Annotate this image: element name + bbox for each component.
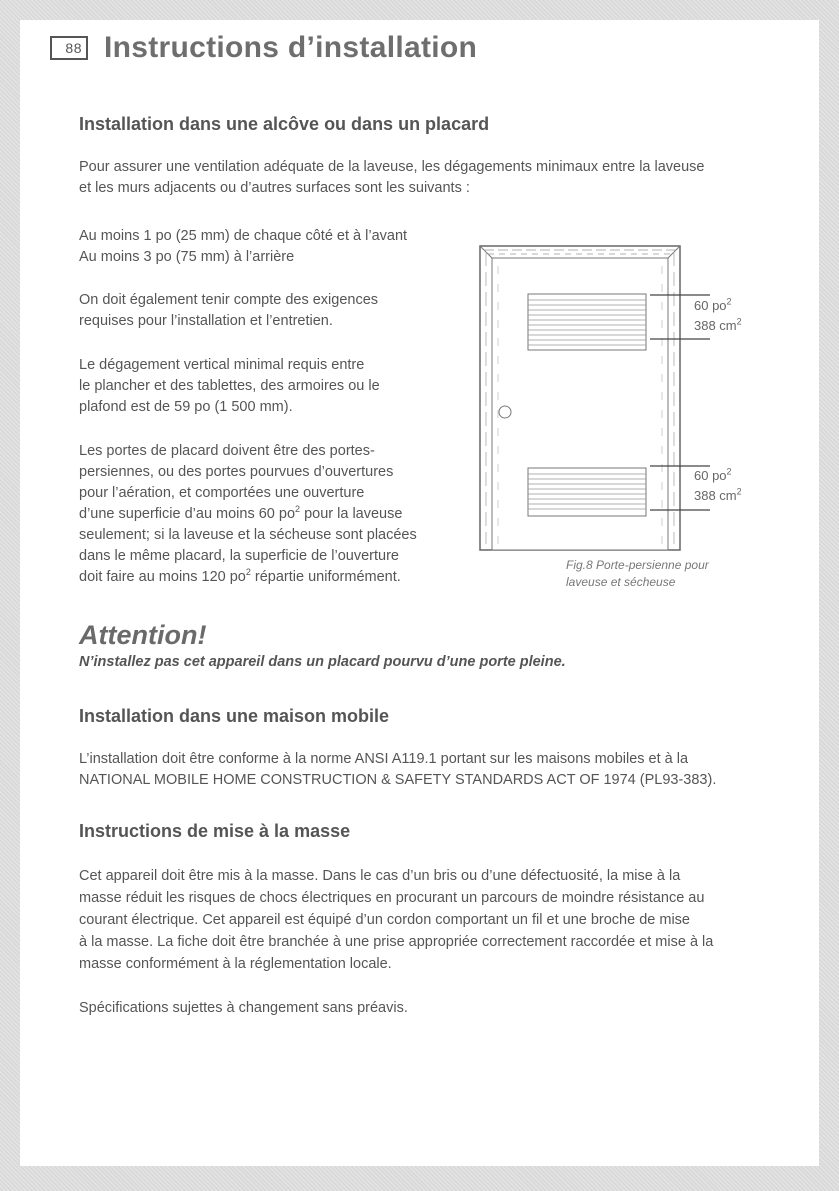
vent-bottom-area-cm: 388 $cm^2$ [694, 486, 742, 503]
ground-line-3: courant électrique. Cet appareil est équipé d’un cordon comportant un fil et une broche de mise [79, 912, 690, 928]
doors-line-4-a: d’une superficie d’au moins 60 po [79, 506, 296, 522]
attention-text: N’installez pas cet appareil dans un placard pourvu d’une porte pleine. [79, 654, 566, 670]
ground-line-4: à la masse. La fiche doit être branchée à une prise appropriée correctement raccordée et mise à la [79, 934, 714, 950]
doors-line-7 [79, 567, 401, 588]
mobile-line-1: L’installation doit être conforme à la norme ANSI A119.1 portant sur les maisons mobiles et à la [79, 751, 689, 767]
heading-mobile-home: Installation dans une maison mobile [79, 706, 390, 726]
louvered-door-illustration [470, 244, 710, 556]
doors-line-4-b: pour la laveuse [300, 506, 403, 522]
page-number: 88 [50, 36, 88, 60]
vent-top-area-cm: 388 $cm^2$ [694, 316, 742, 333]
doors-line-7-a: doit faire au moins 120 po [79, 569, 246, 585]
doors-line-6: dans le même placard, la superficie de l’ouverture [79, 548, 399, 564]
doors-line-1: Les portes de placard doivent être des portes- [79, 443, 375, 459]
heading-grounding: Instructions de mise à la masse [79, 821, 351, 841]
doors-line-4-sup: 2 [295, 504, 301, 515]
attention-title: Attention! [79, 620, 207, 650]
figure-caption [566, 557, 716, 591]
page-header [50, 30, 477, 66]
clearance-line-1: Au moins 1 po (25 mm) de chaque côté et à l’avant [79, 228, 408, 244]
doors-line-7-b: répartie uniformément. [250, 569, 401, 585]
vertical-line-3: plafond est de 59 po (1 500 mm). [79, 399, 293, 415]
caption-line-1: Fig.8 Porte-persienne pour [566, 558, 709, 572]
doors-line-4 [79, 504, 402, 525]
caption-line-2: laveuse et sécheuse [566, 575, 676, 589]
intro-line-1: Pour assurer une ventilation adéquate de la laveuse, les dégagements minimaux entre la laveuse [79, 159, 705, 175]
doors-line-2: persiennes, ou des portes pourvues d’ouvertures [79, 464, 394, 480]
ground-line-5: masse conformément à la réglementation locale. [79, 956, 392, 972]
vent-bottom-area-in: 60 $po^2$ [694, 466, 732, 483]
mobile-line-2: NATIONAL MOBILE HOME CONSTRUCTION & SAFETY STANDARDS ACT OF 1974 (PL93-383). [79, 772, 717, 788]
ground-line-1: Cet appareil doit être mis à la masse. Dans le cas d’un bris ou d’une défectuosité, la mise à la [79, 868, 681, 884]
clearance-line-2: Au moins 3 po (75 mm) à l’arrière [79, 249, 295, 265]
vertical-line-1: Le dégagement vertical minimal requis entre [79, 357, 365, 373]
requirement-line-2: requises pour l’installation et l’entretien. [79, 313, 333, 329]
heading-alcove: Installation dans une alcôve ou dans un placard [79, 114, 490, 134]
doors-line-7-sup: 2 [245, 567, 251, 578]
requirement-line-1: On doit également tenir compte des exigences [79, 292, 379, 308]
doors-line-3: pour l’aération, et comportées une ouverture [79, 485, 365, 501]
page-title: Instructions d’installation [104, 31, 478, 64]
ground-line-2: masse réduit les risques de chocs électriques en procurant un parcours de moindre résistance au [79, 890, 705, 906]
doors-line-5: seulement; si la laveuse et la sécheuse sont placées [79, 527, 417, 543]
vent-bottom-area-label [694, 466, 742, 506]
vent-top-area-label [694, 296, 742, 336]
intro-line-2: et les murs adjacents ou d’autres surfaces sont les suivants : [79, 180, 470, 196]
footer-note: Spécifications sujettes à changement sans préavis. [79, 1000, 408, 1016]
vent-top-area-in: 60 $po^2$ [694, 296, 732, 313]
vertical-line-2: le plancher et des tablettes, des armoires ou le [79, 378, 380, 394]
